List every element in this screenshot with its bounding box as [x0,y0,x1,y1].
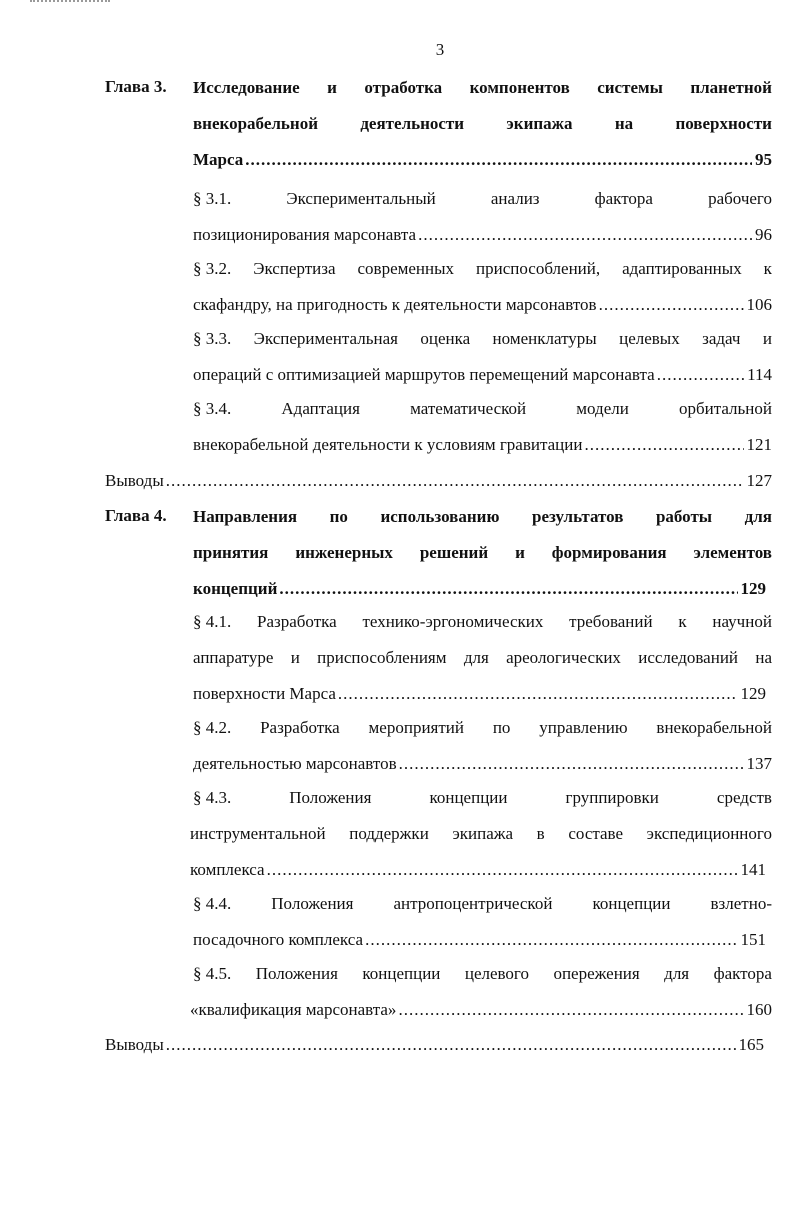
section-text: внекорабельной деятельности к условиям гравитации [193,435,583,454]
toc-word: на [755,648,772,667]
leader-dots [267,853,738,887]
toc-word: использованию [380,507,500,526]
toc-word: поверхности [675,114,772,133]
section-line-1 [193,322,772,356]
toc-word: Экспериментальная [253,329,398,348]
leader-dots [166,464,744,498]
section-line-2 [190,993,772,1027]
toc-word: § 4.1. [193,612,232,631]
page-ref: 127 [746,471,772,490]
page-ref: 106 [746,295,772,314]
page-ref: 141 [740,860,766,879]
toc-word: мероприятий [368,718,464,737]
toc-word: исследований [638,648,739,667]
chapter-title-line-2 [193,107,772,141]
toc-word: формирования [551,543,667,562]
toc-word: приспособлениям [317,648,447,667]
section-line-1 [193,957,772,991]
leader-dots [657,358,744,392]
toc-word: управлению [539,718,628,737]
toc-word: § 3.1. [193,189,232,208]
toc-word: оценка [420,329,471,348]
leader-dots [399,747,744,781]
toc-word: для [664,964,690,983]
toc-word: § 3.2. [193,259,232,278]
toc-conclusions-1 [105,464,772,498]
toc-word: в [536,824,545,843]
chapter-title-line-1 [193,71,772,105]
section-text: позиционирования марсонавта [193,225,417,244]
page-ref: 165 [738,1035,764,1054]
leader-dots [418,218,752,252]
toc-word: приспособлений, [476,259,601,278]
section-line-2 [193,428,772,462]
section-line-1 [193,392,772,426]
toc-word: системы [597,78,663,97]
toc-word: адаптированных [622,259,742,278]
section-line-3 [193,677,772,711]
leader-dots [245,143,752,177]
toc-word: Положения [289,788,372,807]
toc-word: § 4.2. [193,718,232,737]
toc-word: рабочего [708,189,772,208]
leader-dots [279,572,737,606]
leader-dots [584,428,743,462]
page-ref: 151 [740,930,766,949]
section-line-2 [193,923,772,957]
toc-word: к [678,612,687,631]
toc-word: планетной [690,78,772,97]
leader-dots [599,288,744,322]
toc-word: модели [576,399,629,418]
toc-word: § 3.3. [193,329,232,348]
toc-word: на [614,114,634,133]
section-text: посадочного комплекса [193,930,364,949]
page-ref: 129 [740,579,766,598]
toc-word: § 4.5. [193,964,232,983]
toc-word: Положения [255,964,338,983]
section-text: «квалификация марсонавта» [190,1000,397,1019]
toc-word: научной [712,612,772,631]
section-line-2 [193,747,772,781]
chapter-label: Глава 4. [105,506,167,525]
section-line-1 [193,252,772,286]
toc-word: Экспериментальный [286,189,436,208]
section-line-2 [193,641,772,675]
leader-dots [365,923,737,957]
toc-word: Экспертиза [253,259,336,278]
toc-word: Исследование [193,78,300,97]
toc-word: орбитальной [678,399,772,418]
section-line-2 [193,218,772,252]
toc-word: группировки [565,788,659,807]
section-line-1 [193,887,772,921]
conclusion-label: Выводы [105,1035,164,1054]
section-line-1 [193,781,772,815]
section-line-2 [193,358,772,392]
toc-word: элементов [693,543,772,562]
toc-word: задач [702,329,741,348]
leader-dots [166,1028,736,1062]
toc-word: Положения [271,894,354,913]
page-ref: 95 [755,150,772,169]
toc-word: и [327,78,337,97]
toc-word: опережения [553,964,640,983]
toc-word: взлетно- [710,894,772,913]
toc-word: анализ [490,189,540,208]
toc-word: и [515,543,525,562]
page-ref: 114 [747,365,772,384]
page-ref: 137 [746,754,772,773]
section-text: скафандру, на пригодность к деятельности марсонавтов [193,295,597,314]
toc-word: средств [716,788,772,807]
section-line-1 [193,605,772,639]
toc-word: деятельности [360,114,465,133]
toc-word: Разработка [260,718,340,737]
toc-word: Разработка [257,612,337,631]
toc-word: антропоцентрической [393,894,553,913]
chapter-title-line-2 [193,536,772,570]
toc-word: требований [569,612,653,631]
toc-word: концепции [362,964,441,983]
toc-word: к [763,259,772,278]
toc-word: для [463,648,489,667]
toc-word: § 4.4. [193,894,232,913]
toc-word: математической [410,399,527,418]
toc-word: экипажа [506,114,573,133]
page-number: 3 [435,40,445,59]
toc-word: и [762,329,772,348]
toc-word: концепции [592,894,671,913]
toc-word: компонентов [469,78,570,97]
toc-word: § 4.3. [193,788,232,807]
section-line-2 [190,817,772,851]
section-text: деятельностью марсонавтов [193,754,397,773]
leader-dots [398,993,743,1027]
toc-word: принятия [193,543,269,562]
toc-word: результатов [531,507,624,526]
toc-word: внекорабельной [656,718,772,737]
toc-word: Адаптация [281,399,360,418]
toc-word: решений [419,543,489,562]
toc-word: отработка [364,78,443,97]
page-ref: 96 [755,225,772,244]
toc-word: фактора [594,189,653,208]
toc-word: современных [357,259,455,278]
toc-word: составе [568,824,624,843]
section-line-3 [190,853,772,887]
section-text: операций с оптимизацией маршрутов перемещений марсонавта [193,365,655,384]
section-line-2 [193,288,772,322]
toc-word: номенклатуры [492,329,597,348]
toc-word: работы [655,507,713,526]
toc-word: экспедиционного [646,824,772,843]
toc-word: технико-эргономических [362,612,544,631]
scan-artifact-mark [30,0,110,7]
toc-word: аппаратуре [193,648,274,667]
toc-word: по [492,718,511,737]
toc-word: фактора [713,964,772,983]
toc-word: Направления [193,507,298,526]
page-ref: 121 [746,435,772,454]
page-ref: 129 [740,684,766,703]
chapter-title-line-3 [193,572,772,606]
section-text: комплекса [190,860,265,879]
toc-word: инструментальной [190,824,326,843]
toc-word: внекорабельной [193,114,318,133]
toc-conclusions-2 [105,1028,764,1062]
toc-word: инженерных [295,543,393,562]
section-line-1 [193,182,772,216]
chapter-title-text: Марса [193,150,244,169]
section-line-1 [193,711,772,745]
chapter-title-line-3 [193,143,772,177]
conclusion-label: Выводы [105,471,164,490]
toc-word: концепции [429,788,508,807]
toc-word: целевых [619,329,680,348]
toc-word: по [329,507,348,526]
toc-word: экипажа [452,824,514,843]
toc-word: целевого [464,964,529,983]
chapter-title-line-1 [193,500,772,534]
toc-word: поддержки [349,824,429,843]
leader-dots [338,677,738,711]
toc-word: ареологических [506,648,621,667]
toc-word: § 3.4. [193,399,232,418]
section-text: поверхности Марса [193,684,336,703]
toc-word: для [744,507,772,526]
toc-word: и [290,648,300,667]
page-ref: 160 [746,1000,772,1019]
chapter-title-text: концепций [193,579,278,598]
chapter-label: Глава 3. [105,77,167,96]
